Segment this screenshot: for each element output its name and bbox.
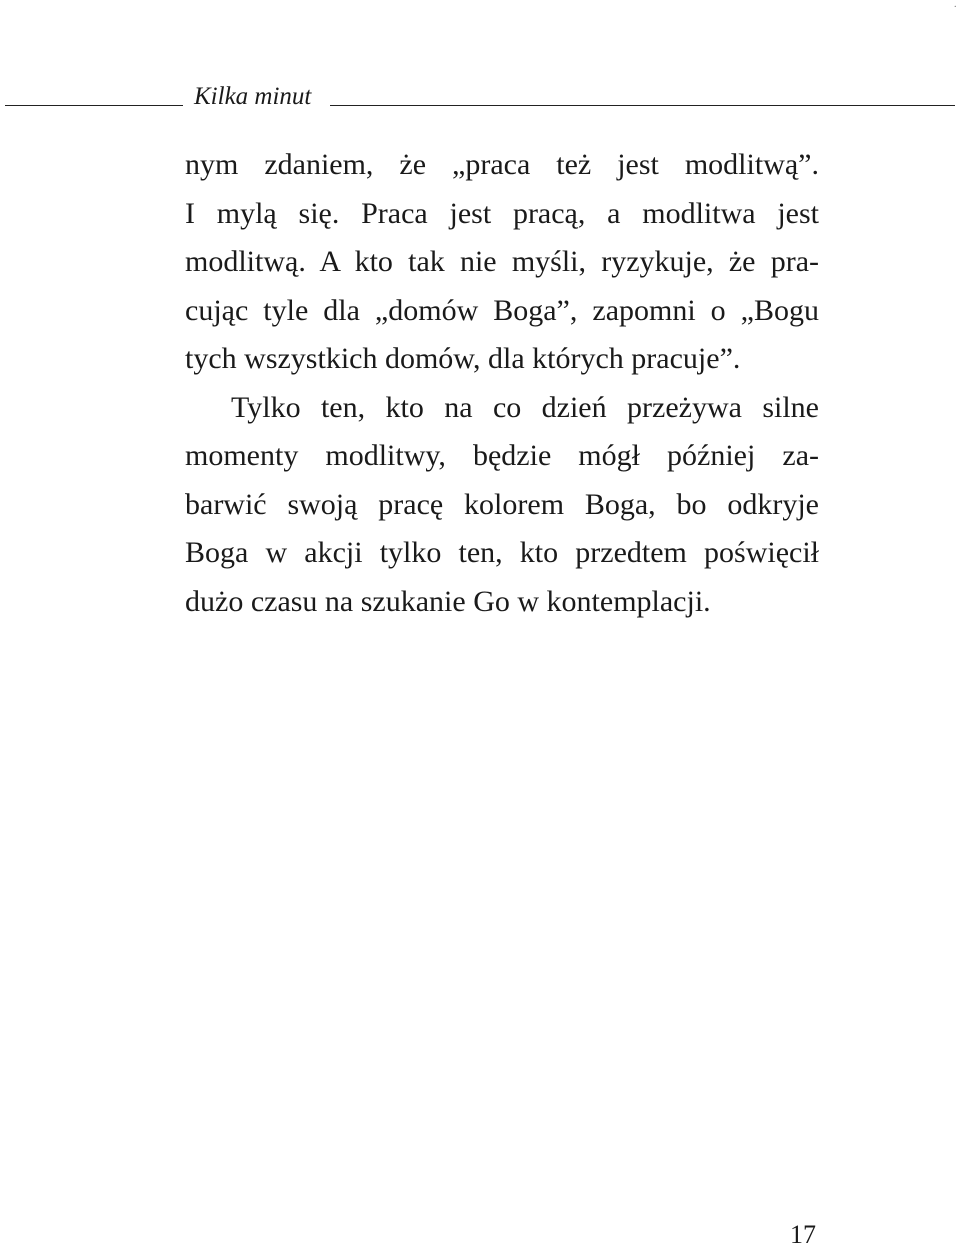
header-rule-left: [5, 105, 183, 106]
text-line: momenty modlitwy, będzie mógł później za-: [185, 439, 819, 472]
running-title: Kilka minut: [194, 83, 312, 110]
text-line: modlitwą. A kto tak nie myśli, ryzykuje, że pra-: [185, 245, 819, 278]
header-rule-right: [330, 105, 955, 106]
paragraph-1: [185, 141, 819, 384]
text-line: cując tyle dla „domów Boga”, zapomni o „Bogu: [185, 293, 819, 327]
text-line: dużo czasu na szukanie Go w kontemplacji.: [185, 584, 711, 618]
text-line: I mylą się. Praca jest pracą, a modlitwa jest: [185, 196, 819, 230]
paragraph-2: [185, 384, 819, 627]
text-line: nym zdaniem, że „praca też jest modlitwą”.: [185, 148, 819, 181]
running-header: [0, 82, 960, 112]
text-line: Tylko ten, kto na co dzień przeżywa silne: [231, 390, 819, 424]
text-line: barwić swoją pracę kolorem Boga, bo odkryje: [185, 487, 819, 521]
corner-mark: .: [954, 0, 957, 10]
body-text: [185, 141, 819, 626]
text-line: Boga w akcji tylko ten, kto przedtem poświęcił: [185, 536, 819, 569]
page-number: 17: [790, 1220, 816, 1249]
text-line: tych wszystkich domów, dla których pracuje”.: [185, 342, 741, 375]
